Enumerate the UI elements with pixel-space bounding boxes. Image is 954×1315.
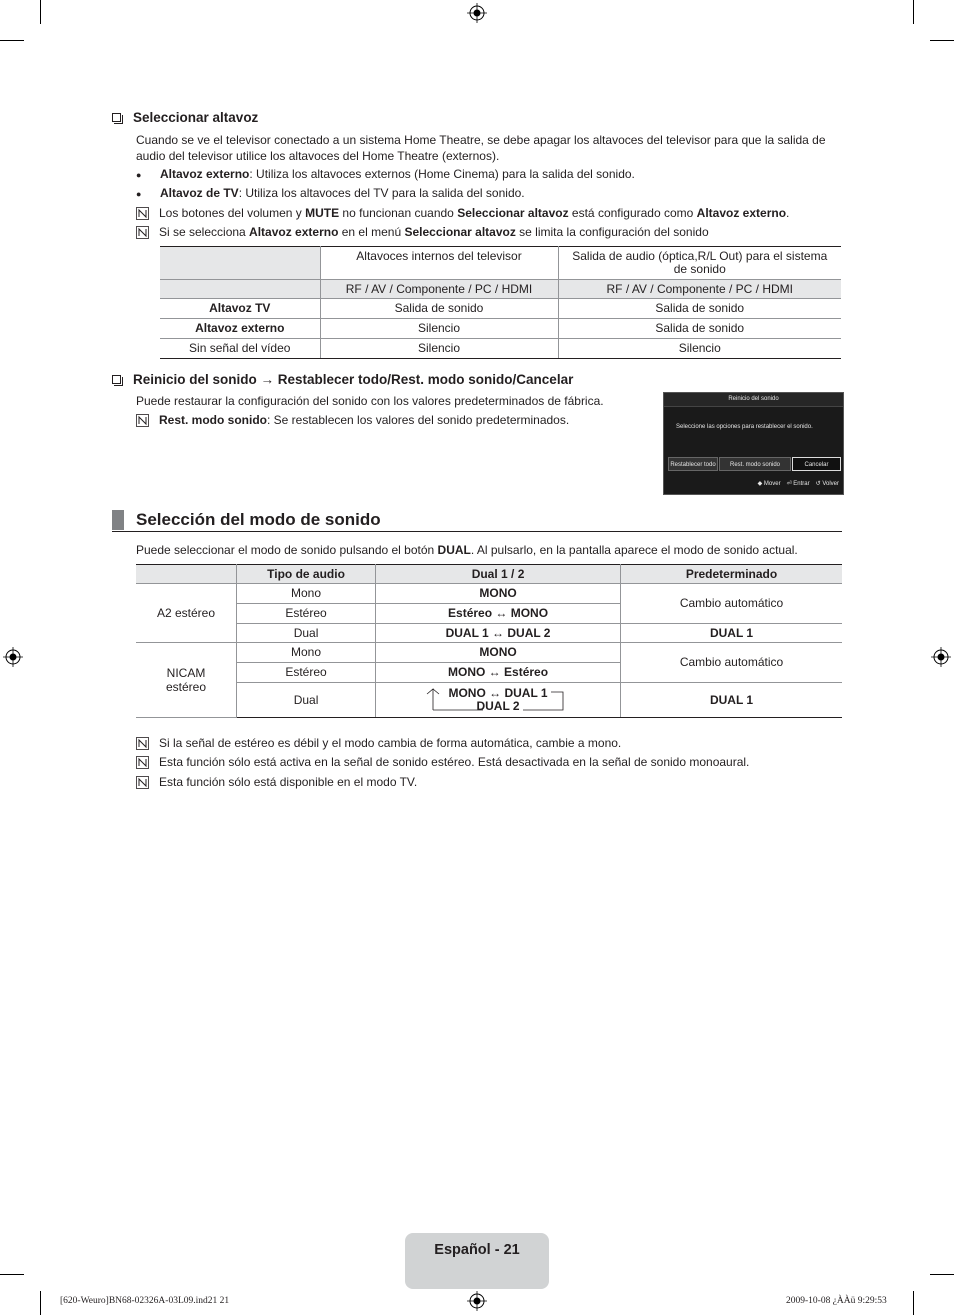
table-cell: Mono <box>237 584 376 604</box>
bullet-altavoz-tv: ● Altavoz de TV: Utiliza los altavoces del TV para la salida del sonido. <box>136 186 525 200</box>
table-cell: MONO <box>376 584 621 604</box>
table-cell: DUAL 1 ↔ DUAL 2 <box>376 624 621 643</box>
table-cell: DUAL 1 <box>621 683 842 718</box>
bullet-altavoz-externo: ● Altavoz externo: Utiliza los altavoces externos (Home Cinema) para la salida del sonido. <box>136 167 635 181</box>
restablecer-todo-button[interactable]: Restablecer todo <box>668 457 718 471</box>
note-estereo-activa: Esta función sólo está activa en la señal de sonido estéreo. Está desactivada en la señal de sonido monoaural. <box>136 754 749 770</box>
note-modo-tv: Esta función sólo está disponible en el modo TV. <box>136 774 417 790</box>
table-cell: Estéreo ↔ MONO <box>376 604 621 624</box>
table-cell: Mono <box>237 643 376 663</box>
table-cell: Cambio automático <box>621 643 842 683</box>
table-cell: MONO <box>376 643 621 663</box>
table-cell: Salida de sonido <box>558 319 841 339</box>
note-icon <box>136 207 149 220</box>
note-icon <box>136 776 149 789</box>
table-cell: Estéreo <box>237 663 376 683</box>
table-header: Tipo de audio <box>237 565 376 584</box>
osd-nav-hints <box>758 480 839 487</box>
table-cell <box>160 247 320 280</box>
table-cell: MONO ↔ Estéreo <box>376 663 621 683</box>
table-cell <box>160 280 320 299</box>
checkbox-bullet-icon <box>112 375 121 384</box>
heading-bar-icon <box>112 510 124 530</box>
osd-buttons <box>668 457 841 471</box>
table-row-label: Altavoz TV <box>160 299 320 319</box>
registration-mark-icon <box>931 647 951 667</box>
dual-line2: DUAL 2 <box>476 699 520 713</box>
slug-left: [620-Weuro]BN68-02326A-03L09.ind21 21 <box>60 1296 230 1306</box>
heading-seleccion-modo-sonido: Selección del modo de sonido <box>112 508 842 532</box>
cancelar-button[interactable]: Cancelar <box>792 457 841 471</box>
checkbox-bullet-icon <box>112 113 121 122</box>
osd-nav-enter: ⏎ Entrar <box>786 481 810 487</box>
table-cell: Salida de sonido <box>320 299 558 319</box>
enter-icon: ⏎ <box>786 481 794 487</box>
arrows-icon: ◆ <box>757 481 764 487</box>
note-icon <box>136 737 149 750</box>
table-row-label: Altavoz externo <box>160 319 320 339</box>
table-subheader: RF / AV / Componente / PC / HDMI <box>558 280 841 299</box>
crop-mark <box>930 40 954 41</box>
note-icon <box>136 414 149 427</box>
section1-intro: Cuando se ve el televisor conectado a un sistema Home Theatre, se debe apagar los altavoces del televisor para que la salida de audio del televisor utilice los altavoces del Home Theatre (externos). <box>136 133 826 163</box>
rest-modo-sonido-button[interactable]: Rest. modo sonido <box>719 457 791 471</box>
table-cell: Silencio <box>558 339 841 359</box>
table-cell: DUAL 1 <box>621 624 842 643</box>
table-row-label: A2 estéreo <box>136 584 237 643</box>
crop-mark <box>40 0 41 24</box>
note-icon <box>136 226 149 239</box>
section-reinicio-sonido-title: Reinicio del sonido → Restablecer todo/Rest. modo sonido/Cancelar <box>112 372 573 387</box>
table-cell: Dual <box>237 624 376 643</box>
crop-mark <box>930 1274 954 1275</box>
section2-text: Puede restaurar la configuración del sonido con los valores predeterminados de fábrica. <box>136 394 604 408</box>
table-cell: Silencio <box>320 319 558 339</box>
table-header: Dual 1 / 2 <box>376 565 621 584</box>
page-footer: Español - 21 <box>405 1233 549 1289</box>
crop-mark <box>0 1274 24 1275</box>
bullet-dot-icon: ● <box>136 170 142 180</box>
section-seleccionar-altavoz-title: Seleccionar altavoz <box>112 110 258 125</box>
table-cell: Silencio <box>320 339 558 359</box>
table-header: Predeterminado <box>621 565 842 584</box>
registration-mark-icon <box>467 3 487 23</box>
osd-nav-back: ↺ Volver <box>815 481 839 487</box>
crop-mark <box>40 1291 41 1315</box>
slug-right: 2009-10-08 ¿ÀÀü 9:29:53 <box>786 1296 887 1306</box>
registration-mark-icon <box>467 1291 487 1311</box>
table-subheader: RF / AV / Componente / PC / HDMI <box>320 280 558 299</box>
osd-message: Seleccione las opciones para restablecer el sonido. <box>676 424 813 430</box>
table-cell: Dual <box>237 683 376 718</box>
note-estereo-debil: Si la señal de estéreo es débil y el modo cambia de forma automática, cambie a mono. <box>136 735 621 751</box>
note-volume: Los botones del volumen y MUTE no funcionan cuando Seleccionar altavoz está configurado como Altavoz externo. <box>136 205 789 221</box>
osd-title: Reinicio del sonido <box>664 393 843 407</box>
table-cell: Cambio automático <box>621 584 842 624</box>
table-header: Altavoces internos del televisor <box>320 247 558 280</box>
crop-mark <box>0 40 24 41</box>
note-external-speaker: Si se selecciona Altavoz externo en el menú Seleccionar altavoz se limita la configuración del sonido <box>136 224 709 240</box>
table-cell: Salida de sonido <box>558 299 841 319</box>
table-cell <box>376 683 621 718</box>
registration-mark-icon <box>3 647 23 667</box>
table-row-label: NICAM estéreo <box>136 643 237 718</box>
table-cell: Estéreo <box>237 604 376 624</box>
crop-mark <box>913 1291 914 1315</box>
crop-mark <box>913 0 914 24</box>
osd-nav-move: ◆ Mover <box>757 481 781 487</box>
dual-line1: MONO ↔ DUAL 1 <box>448 686 548 700</box>
bullet-dot-icon: ● <box>136 189 142 199</box>
section3-intro: Puede seleccionar el modo de sonido pulsando el botón DUAL. Al pulsarlo, en la pantalla aparece el modo de sonido actual. <box>136 543 798 557</box>
note-rest-modo-sonido: Rest. modo sonido: Se restablecen los valores del sonido predeterminados. <box>136 412 569 428</box>
note-icon <box>136 756 149 769</box>
osd-reinicio-sonido-dialog <box>663 392 844 495</box>
speaker-table <box>160 246 841 359</box>
sound-mode-table <box>136 564 842 718</box>
table-cell <box>136 565 237 584</box>
table-header: Salida de audio (óptica,R/L Out) para el sistema de sonido <box>558 247 841 280</box>
table-row-label: Sin señal del vídeo <box>160 339 320 359</box>
return-icon: ↺ <box>815 481 823 487</box>
